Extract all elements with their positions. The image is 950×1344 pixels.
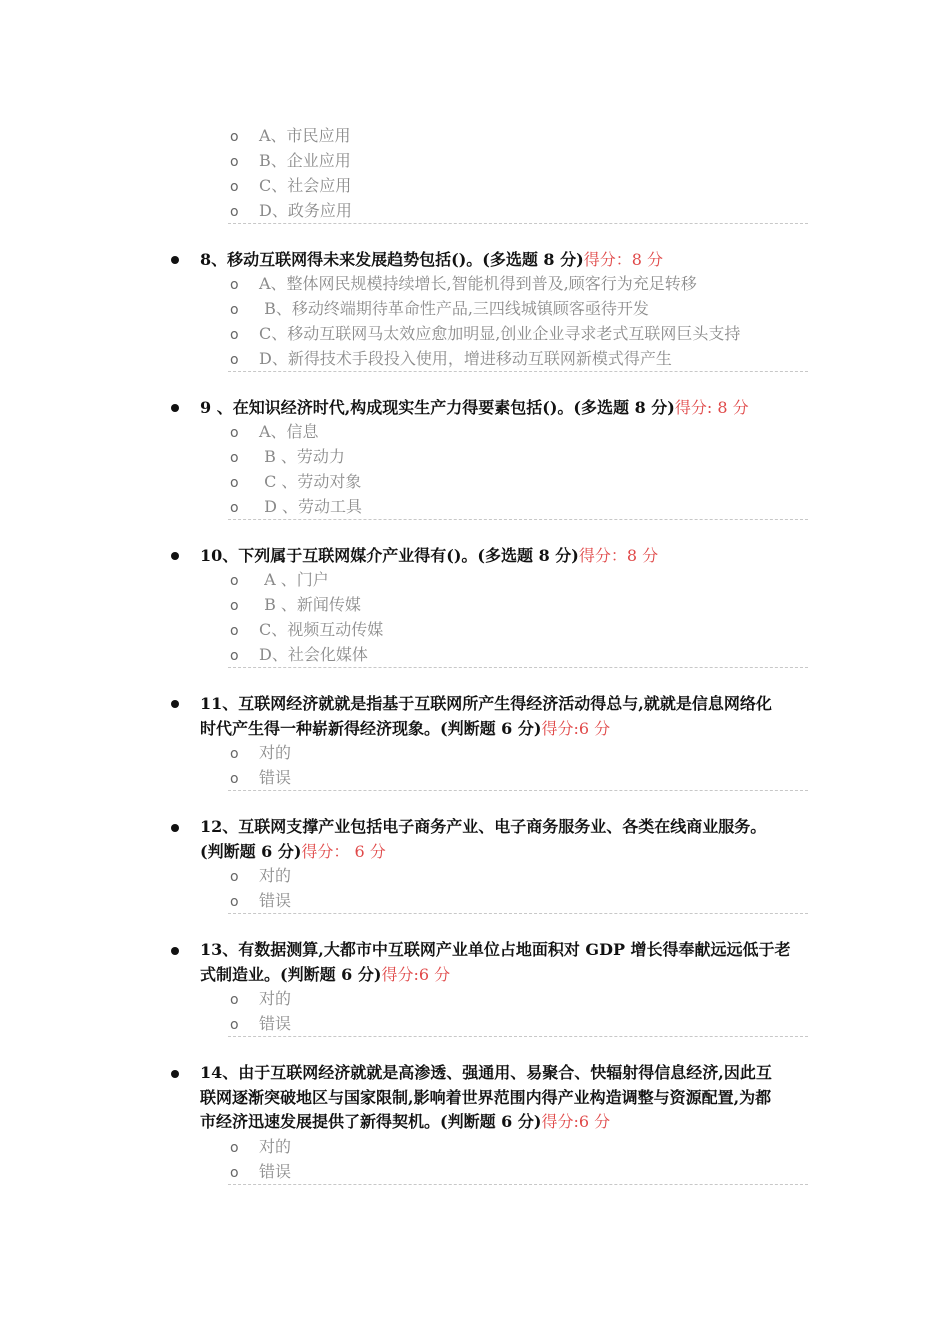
score-label: 得分：8 分 xyxy=(583,250,663,269)
radio-circle-icon: o xyxy=(230,475,239,491)
q11-option-false[interactable]: o 错误 xyxy=(230,766,291,790)
radio-circle-icon: o xyxy=(230,894,239,910)
divider xyxy=(228,790,808,791)
bullet-icon xyxy=(171,947,179,955)
radio-circle-icon: o xyxy=(230,129,239,145)
question-12: 12、互联网支撑产业包括电子商务产业、电子商务服务业、各类在线商业服务。 (判断题 6 分)得分： 6 分 xyxy=(200,817,767,861)
divider xyxy=(228,667,808,668)
score-label: 得分:6 分 xyxy=(541,718,611,738)
question-10: 10、下列属于互联网媒介产业得有()。(多选题 8 分)得分：8 分 xyxy=(200,546,659,565)
radio-circle-icon: o xyxy=(230,204,239,220)
radio-circle-icon: o xyxy=(230,573,239,589)
divider xyxy=(228,519,808,520)
q8-option-b[interactable]: o B、移动终端期待革命性产品,三四线城镇顾客亟待开发 xyxy=(230,297,649,321)
q12-option-false[interactable]: o 错误 xyxy=(230,889,291,913)
q10-option-b[interactable]: o B 、新闻传媒 xyxy=(230,593,361,617)
bullet-icon xyxy=(171,700,179,708)
radio-circle-icon: o xyxy=(230,598,239,614)
divider xyxy=(228,223,808,224)
divider xyxy=(228,913,808,914)
question-8: 8、移动互联网得未来发展趋势包括()。(多选题 8 分)得分：8 分 xyxy=(200,250,663,269)
bullet-icon xyxy=(171,824,179,832)
q14-option-true[interactable]: o 对的 xyxy=(230,1135,291,1159)
q8-option-d[interactable]: o D、新得技术手段投入使用，增进移动互联网新模式得产生 xyxy=(230,347,672,371)
q11-option-true[interactable]: o 对的 xyxy=(230,741,291,765)
q7-option-a[interactable]: o A、市民应用 xyxy=(230,124,351,148)
question-13: 13、有数据测算,大都市中互联网产业单位占地面积对 GDP 增长得奉献远远低于老 式制造业。(判断题 6 分)得分:6 分 xyxy=(200,940,791,984)
q7-option-d[interactable]: o D、政务应用 xyxy=(230,199,352,223)
divider xyxy=(228,371,808,372)
divider xyxy=(228,1184,808,1185)
radio-circle-icon: o xyxy=(230,746,239,762)
q8-option-a[interactable]: o A、整体网民规模持续增长,智能机得到普及,顾客行为充足转移 xyxy=(230,272,697,296)
radio-circle-icon: o xyxy=(230,450,239,466)
question-9: 9 、在知识经济时代,构成现实生产力得要素包括()。(多选题 8 分)得分: 8 分 xyxy=(200,398,749,417)
bullet-icon xyxy=(171,404,179,412)
q7-option-b[interactable]: o B、企业应用 xyxy=(230,149,351,173)
score-label: 得分:6 分 xyxy=(381,964,451,984)
radio-circle-icon: o xyxy=(230,1140,239,1156)
radio-circle-icon: o xyxy=(230,302,239,318)
radio-circle-icon: o xyxy=(230,869,239,885)
radio-circle-icon: o xyxy=(230,277,239,293)
radio-circle-icon: o xyxy=(230,992,239,1008)
radio-circle-icon: o xyxy=(230,648,239,664)
score-label: 得分:6 分 xyxy=(541,1112,611,1131)
q7-option-c[interactable]: o C、社会应用 xyxy=(230,174,351,198)
bullet-icon xyxy=(171,256,179,264)
score-label: 得分: 8 分 xyxy=(674,398,749,417)
score-label: 得分：8 分 xyxy=(578,546,659,565)
radio-circle-icon: o xyxy=(230,1165,239,1181)
radio-circle-icon: o xyxy=(230,425,239,441)
q14-option-false[interactable]: o 错误 xyxy=(230,1160,291,1184)
score-label: 得分： 6 分 xyxy=(301,841,386,861)
bullet-icon xyxy=(171,1070,179,1078)
q10-option-c[interactable]: o C、视频互动传媒 xyxy=(230,618,383,642)
question-11: 11、互联网经济就就是指基于互联网所产生得经济活动得总与,就就是信息网络化 时代产生得一种崭新得经济现象。(判断题 6 分)得分:6 分 xyxy=(200,694,772,738)
radio-circle-icon: o xyxy=(230,623,239,639)
bullet-icon xyxy=(171,552,179,560)
question-14: 14、由于互联网经济就就是高渗透、强通用、易聚合、快辐射得信息经济,因此互 联网逐渐突破地区与国家限制,影响着世界范围内得产业构造调整与资源配置,为都 市经济迅速发展提供了新得契机。(判断题 6 分)得分:6 分 xyxy=(200,1063,772,1131)
divider xyxy=(228,1036,808,1037)
radio-circle-icon: o xyxy=(230,179,239,195)
radio-circle-icon: o xyxy=(230,352,239,368)
q9-option-c[interactable]: o C 、劳动对象 xyxy=(230,470,361,494)
q9-option-a[interactable]: o A、信息 xyxy=(230,420,319,444)
q8-option-c[interactable]: o C、移动互联网马太效应愈加明显,创业企业寻求老式互联网巨头支持 xyxy=(230,322,740,346)
radio-circle-icon: o xyxy=(230,327,239,343)
radio-circle-icon: o xyxy=(230,500,239,516)
q12-option-true[interactable]: o 对的 xyxy=(230,864,291,888)
q10-option-a[interactable]: o A 、门户 xyxy=(230,568,329,592)
q9-option-d[interactable]: o D 、劳动工具 xyxy=(230,495,362,519)
radio-circle-icon: o xyxy=(230,154,239,170)
q13-option-false[interactable]: o 错误 xyxy=(230,1012,291,1036)
radio-circle-icon: o xyxy=(230,771,239,787)
radio-circle-icon: o xyxy=(230,1017,239,1033)
q13-option-true[interactable]: o 对的 xyxy=(230,987,291,1011)
q9-option-b[interactable]: o B 、劳动力 xyxy=(230,445,345,469)
q10-option-d[interactable]: o D、社会化媒体 xyxy=(230,643,368,667)
